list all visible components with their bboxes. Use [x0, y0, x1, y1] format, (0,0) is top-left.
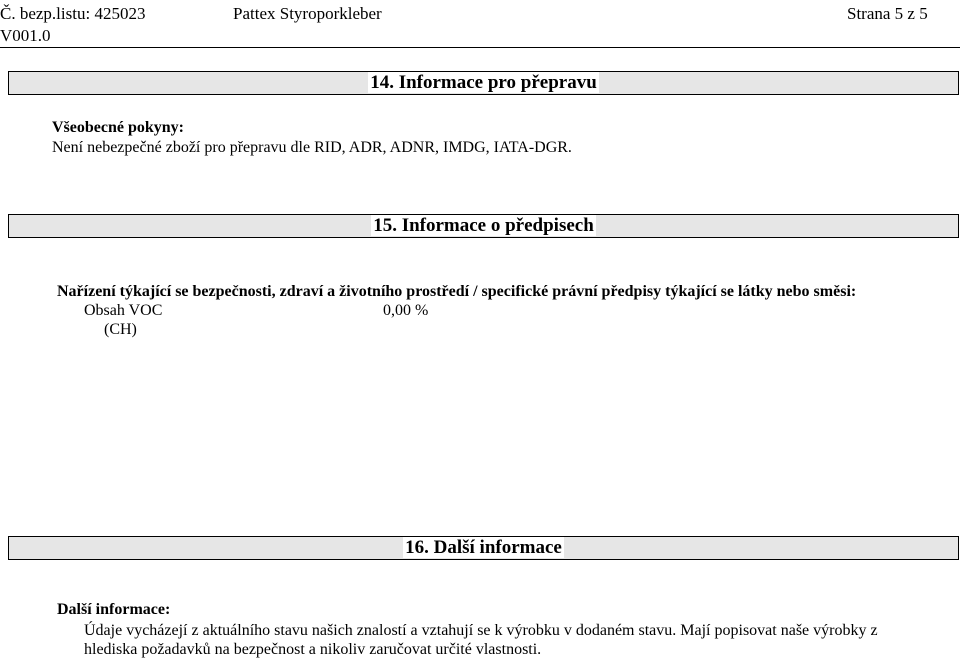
section-15-band: [8, 214, 959, 238]
further-info-line-2: hlediska požadavků na bezpečnost a nikoliv zaručovat určité vlastnosti.: [84, 641, 542, 658]
voc-label: Obsah VOC: [84, 302, 163, 319]
general-notes-label: Všeobecné pokyny:: [52, 119, 185, 136]
page-number: Strana 5 z 5: [847, 4, 928, 23]
section-16-band: [8, 536, 959, 560]
header-divider: [0, 47, 960, 48]
section-14-band: [8, 71, 959, 95]
regulation-heading: Nařízení týkající se bezpečnosti, zdraví a životního prostředí / specifické právní předpisy týkající se látky nebo směsi:: [57, 283, 857, 300]
section-14-title: 14. Informace pro přepravu: [370, 72, 597, 93]
product-name: Pattex Styroporkleber: [233, 4, 382, 23]
further-info-line-1: Údaje vycházejí z aktuálního stavu našich znalostí a vztahují se k výrobku v dodaném stavu. Mají popisovat naše výrobky z: [84, 622, 878, 639]
general-notes-text: Není nebezpečné zboží pro přepravu dle RID, ADR, ADNR, IMDG, IATA-DGR.: [52, 139, 572, 156]
voc-value: 0,00 %: [383, 302, 429, 319]
doc-number: Č. bezp.listu: 425023: [0, 4, 146, 23]
voc-region: (CH): [104, 321, 137, 338]
further-info-label: Další informace:: [57, 601, 171, 618]
section-15-title: 15. Informace o předpisech: [373, 215, 594, 236]
section-16-title: 16. Další informace: [405, 537, 562, 558]
version: V001.0: [0, 26, 51, 45]
